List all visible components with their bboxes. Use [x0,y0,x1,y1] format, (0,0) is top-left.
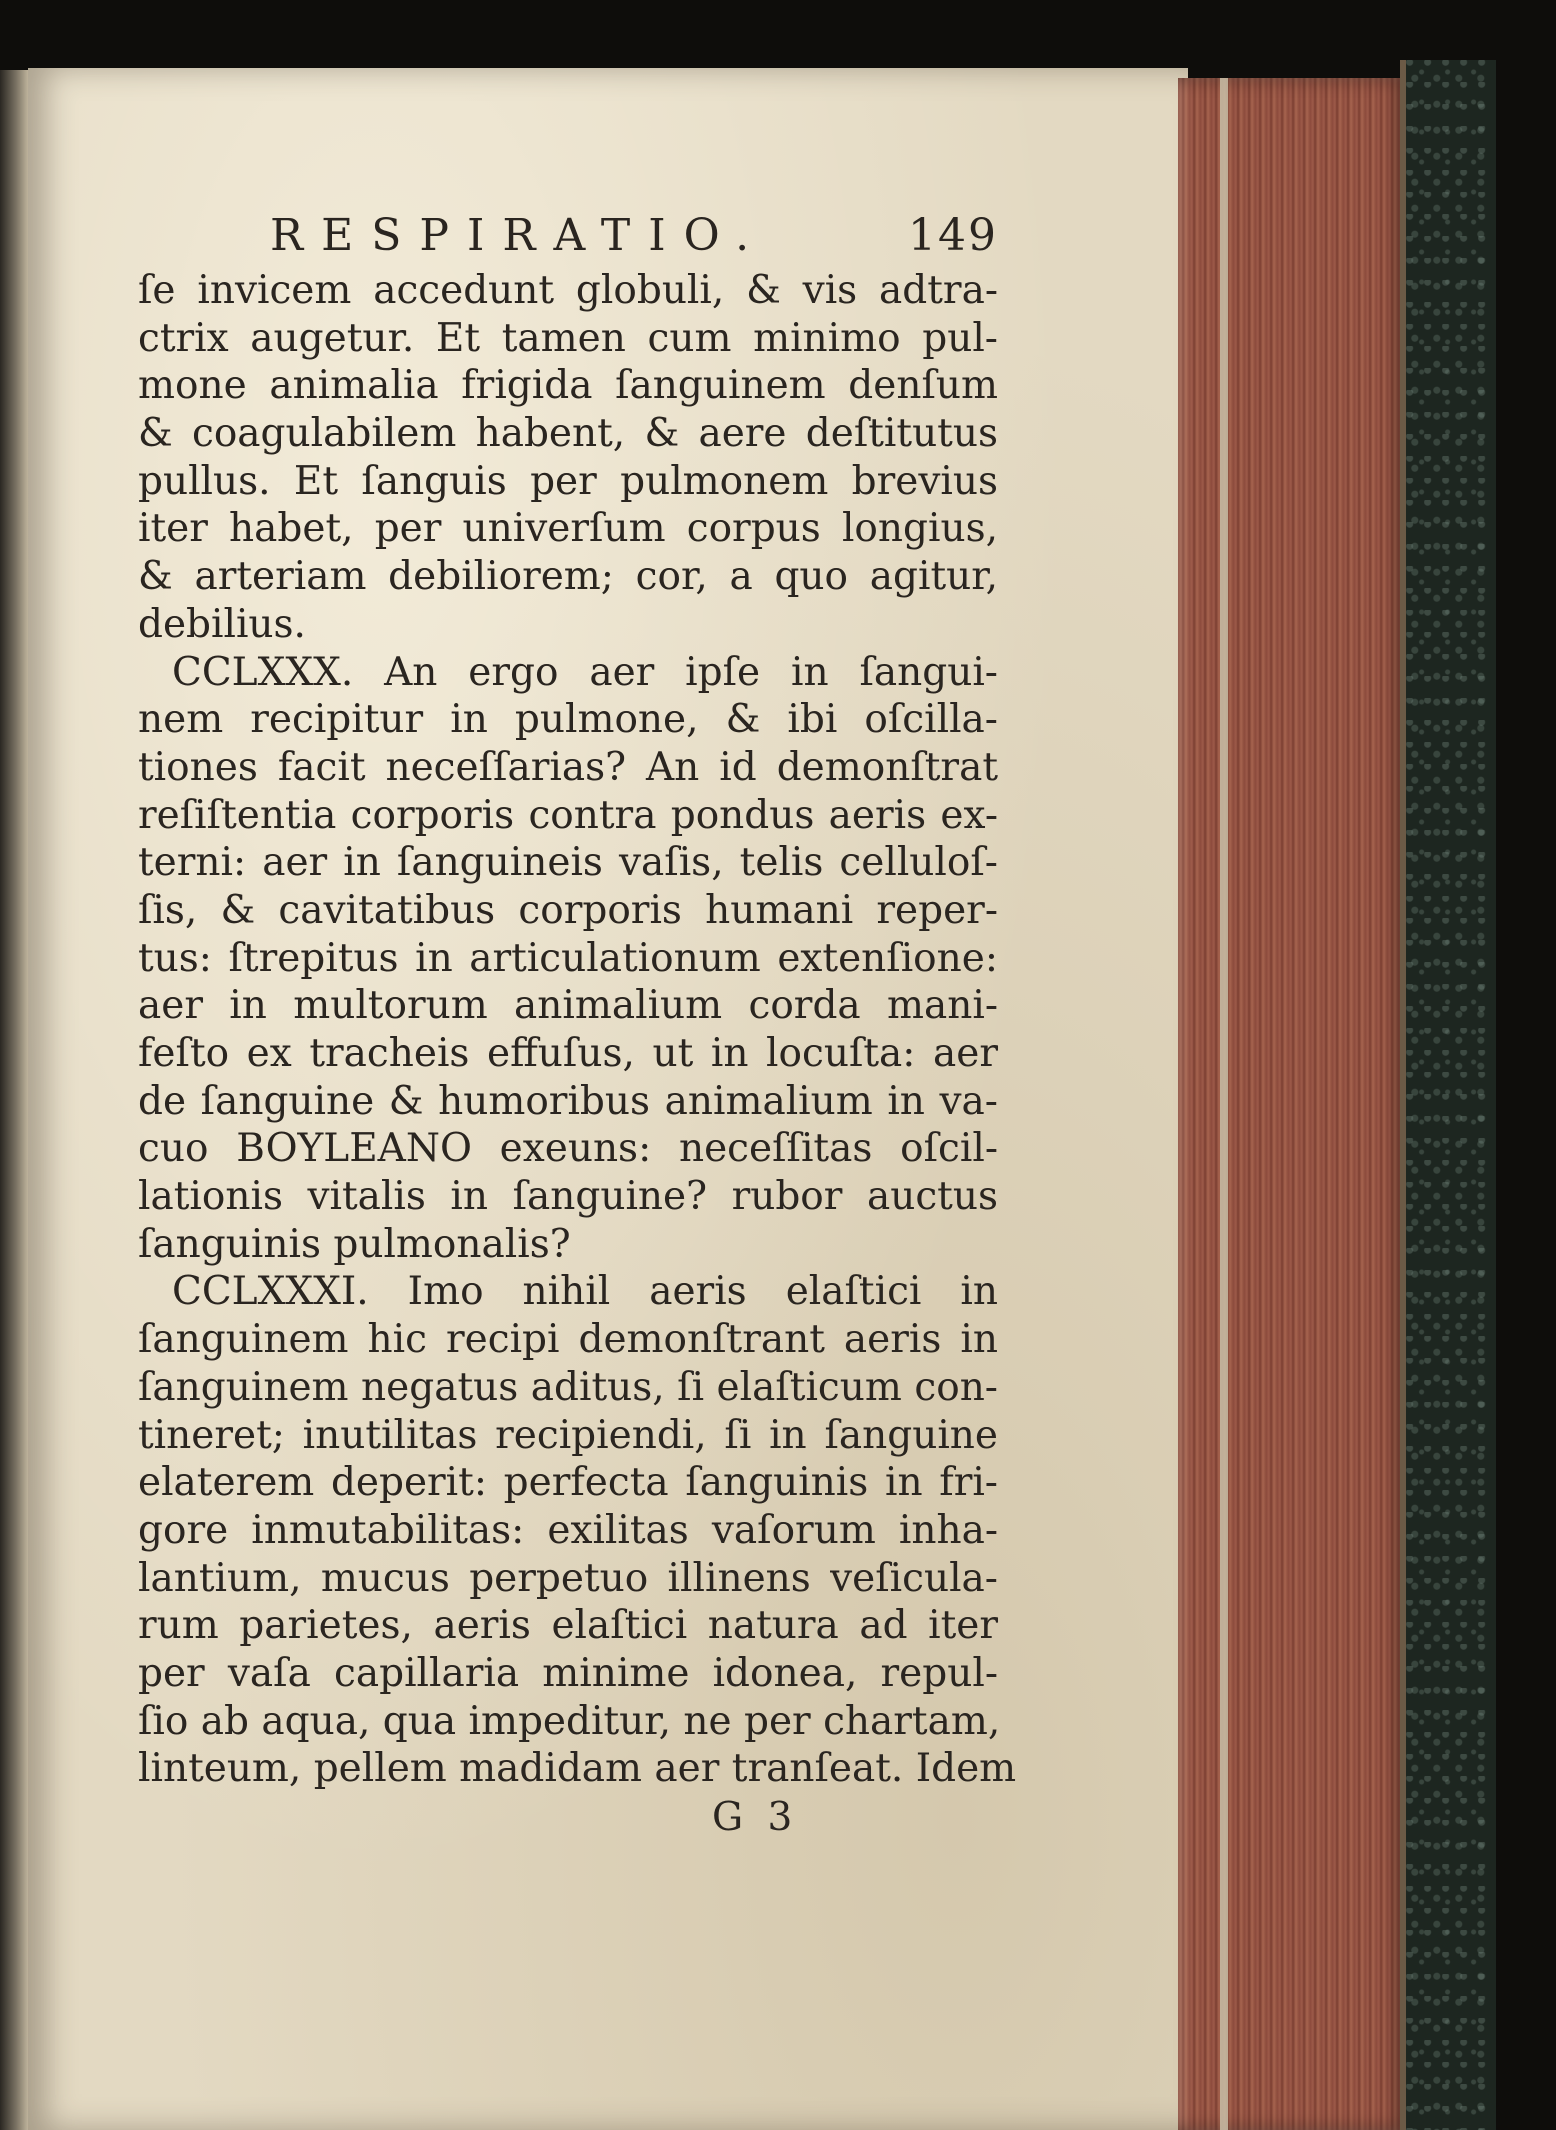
text-line: aer in multorum animalium corda mani- [138,983,998,1029]
text-line: ſe invicem accedunt globuli, & vis adtra- [138,268,998,313]
page-text-block [138,205,1017,1843]
running-head [138,205,998,267]
text-line: linteum, pellem madidam aer tranſeat. Idem [138,1746,1017,1792]
text-line: ſanguinem negatus aditus, ſi elaſticum con- [138,1364,998,1410]
text-line: debilius. [138,601,306,647]
text-line: & arteriam debiliorem; cor, a quo agitur, [138,554,998,600]
text-line: CCLXXXI. Imo nihil aeris elaſtici in [172,1269,998,1315]
page-number: 149 [908,210,998,261]
text-line: reſiſtentia corporis contra pondus aeris ex- [138,792,998,838]
text-line: nem recipitur in pulmone, & ibi oſcilla- [138,697,998,743]
text-line: cuo BOYLEANO exeuns: neceſſitas oſcil- [138,1126,998,1172]
signature-line [138,1793,998,1843]
text-line: mone animalia frigida ſanguinem denſum [138,363,998,409]
text-line: per vaſa capillaria minime idonea, repul- [138,1650,998,1696]
text-line: feſto ex tracheis effuſus, ut in locuſta: aer [138,1031,998,1076]
text-line: iter habet, per univerſum corpus longius, [138,506,998,552]
running-title: RESPIRATIO. [270,210,768,261]
text-line: tiones facit neceſſarias? An id demonſtrat [138,744,998,790]
body-text [138,267,1017,1793]
text-line: lationis vitalis in ſanguine? rubor auctus [138,1174,998,1220]
text-line: lantium, mucus perpetuo illinens veſicula- [138,1555,998,1601]
page-block-edges [1178,78,1408,2130]
facing-page-edge [0,70,30,2130]
text-line: & coagulabilem habent, & aere deſtitutus [138,411,998,457]
text-line: ſis, & cavitatibus corporis humani reper- [138,887,998,933]
text-line: pullus. Et ſanguis per pulmonem brevius [138,458,998,504]
text-line: ſanguinem hic recipi demonſtrant aeris in [138,1317,998,1363]
text-line: rum parietes, aeris elaſtici natura ad iter [138,1603,998,1649]
text-line: elaterem deperit: perfecta ſanguinis in fri- [138,1460,998,1506]
text-line: tus: ſtrepitus in articulationum extenſione: [138,935,998,981]
text-line: CCLXXX. An ergo aer ipſe in ſangui- [172,649,998,695]
text-line: ſanguinis pulmonalis? [138,1221,571,1267]
text-line: ctrix augetur. Et tamen cum minimo pul- [138,315,998,361]
signature-mark: G 3 [712,1795,799,1840]
text-line: gore inmutabilitas: exilitas vaſorum inha- [138,1507,998,1553]
text-line: ſio ab aqua, qua impeditur, ne per chartam, [138,1698,1001,1744]
text-line: terni: aer in ſanguineis vaſis, telis celluloſ- [138,840,998,886]
text-line: de ſanguine & humoribus animalium in va- [138,1078,998,1124]
marbled-cover-board [1400,60,1496,2130]
text-line: tineret; inutilitas recipiendi, ſi in ſanguine [138,1412,998,1458]
